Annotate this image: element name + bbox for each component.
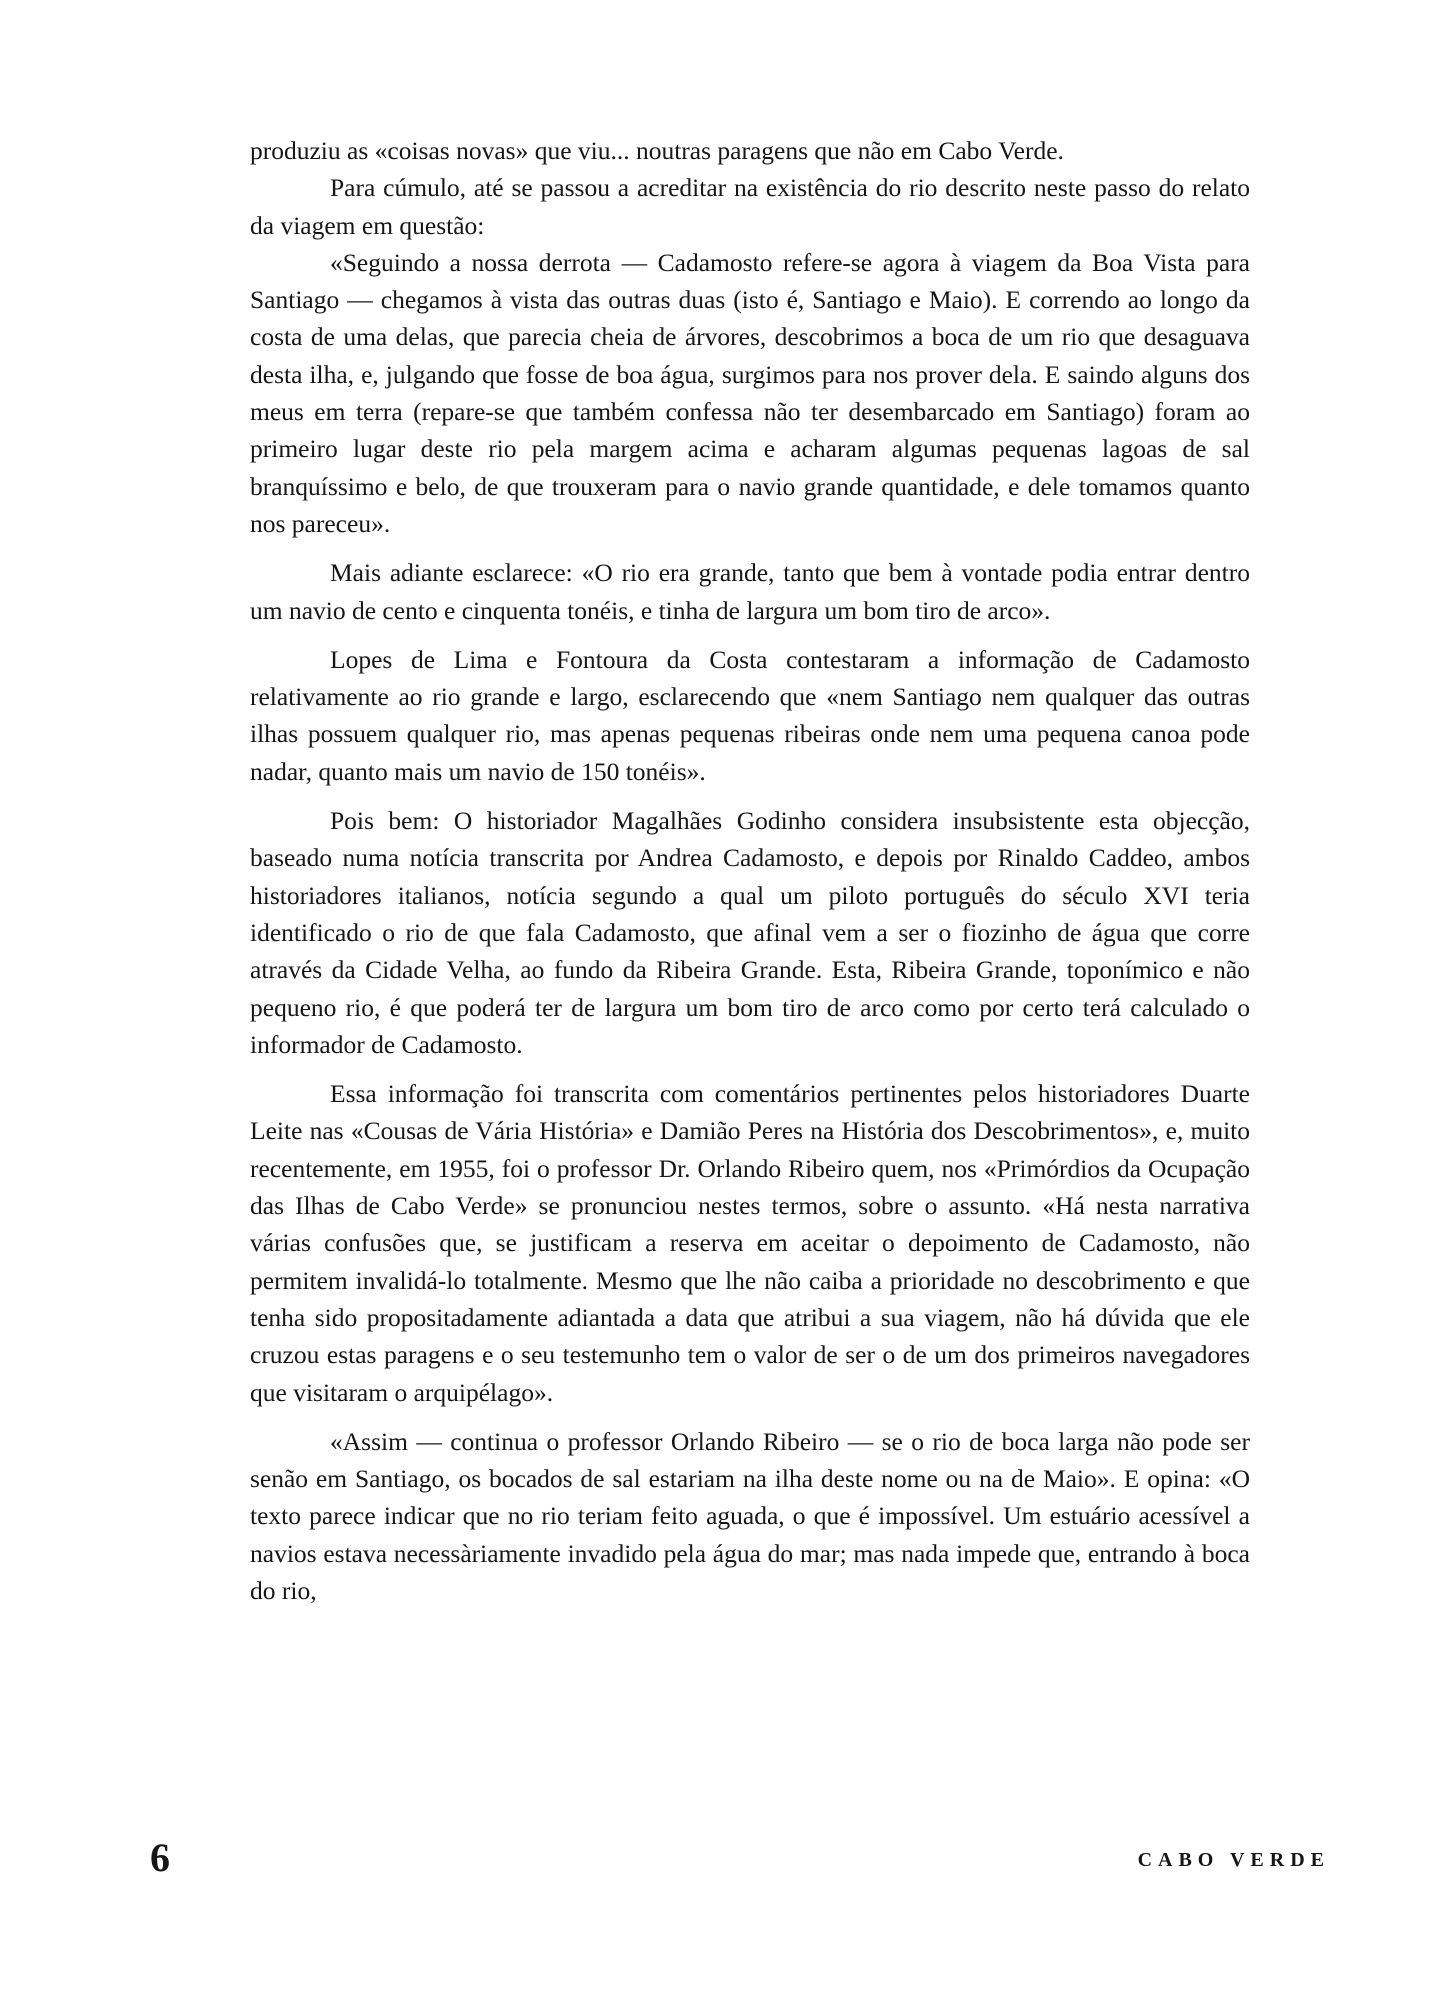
page-body [250,132,1250,1609]
paragraph-magalhaes-godinho: Pois bem: O historiador Magalhães Godinho considera insubsistente esta objecção, baseado numa notícia transcrita por Andrea Cadamosto, e depois por Rinaldo Caddeo, ambos historiadores italianos, notícia segundo a qual um piloto português do século XVI teria identificado o rio de que fala Cadamosto, que afinal vem a ser o fiozinho de água que corre através da Cidade Velha, ao fundo da Ribeira Grande. Esta, Ribeira Grande, toponímico e não pequeno rio, é que poderá ter de largura um bom tiro de arco como por certo terá calculado o informador de Cadamosto. [250,806,1250,1059]
paragraph-duarte-leite: Essa informação foi transcrita com comentários pertinentes pelos historiadores Duarte Leite nas «Cousas de Vária História» e Damião Peres na História dos Descobrimentos», e, muito recentemente, em 1955, foi o professor Dr. Orlando Ribeiro quem, nos «Primórdios da Ocupação das Ilhas de Cabo Verde» se pronunciou nestes termos, sobre o assunto. «Há nesta narrativa várias confusões que, se justificam a reserva em aceitar o depoimento de Cadamosto, não permitem invalidá-lo totalmente. Mesmo que lhe não caiba a prioridade no descobrimento e que tenha sido propositadamente adiantada a data que atribui a sua viagem, não há dúvida que ele cruzou estas paragens e o seu testemunho tem o valor de ser o de um dos primeiros navegadores que visitaram o arquipélago». [250,1079,1250,1407]
paragraph-mais-adiante: Mais adiante esclarece: «O rio era grande, tanto que bem à vontade podia entrar dentro um navio de cento e cinquenta tonéis, e tinha de largura um bom tiro de arco». [250,558,1250,625]
paragraph-acreditar-rio: Para cúmulo, até se passou a acreditar na existência do rio descrito neste passo do relato da viagem em questão: [250,173,1250,240]
paragraph-lopes-de-lima: Lopes de Lima e Fontoura da Costa contestaram a informação de Cadamosto relativamente ao rio grande e largo, esclarecendo que «nem Santiago nem qualquer das outras ilhas possuem qualquer rio, mas apenas pequenas ribeiras onde nem uma pequena canoa pode nadar, quanto mais um navio de 150 tonéis». [250,644,1250,786]
running-footer: CABO VERDE [1137,1849,1330,1871]
paragraph-continuation: produziu as «coisas novas» que viu... noutras paragens que não em Cabo Verde. [250,136,1064,165]
paragraph-orlando-ribeiro: «Assim — continua o professor Orlando Ribeiro — se o rio de boca larga não pode ser senão em Santiago, os bocados de sal estariam na ilha deste nome ou na de Maio». E opina: «O texto parece indicar que no rio teriam feito aguada, o que é impossível. Um estuário acessível a navios estava necessàriamente invadido pela água do mar; mas nada impede que, entrando à boca do rio, [250,1426,1250,1605]
paragraph-quote-cadamosto: «Seguindo a nossa derrota — Cadamosto refere-se agora à viagem da Boa Vista para Santiago — chegamos à vista das outras duas (isto é, Santiago e Maio). E correndo ao longo da costa de uma delas, que parecia cheia de árvores, descobrimos a boca de um rio que desaguava desta ilha, e, julgando que fosse de boa água, surgimos para nos prover dela. E saindo alguns dos meus em terra (repare-se que também confessa não ter desembarcado em Santiago) foram ao primeiro lugar deste rio pela margem acima e acharam algumas pequenas lagoas de sal branquíssimo e belo, de que trouxeram para o navio grande quantidade, e dele tomamos quanto nos pareceu». [250,247,1250,538]
page-number: 6 [150,1835,170,1880]
